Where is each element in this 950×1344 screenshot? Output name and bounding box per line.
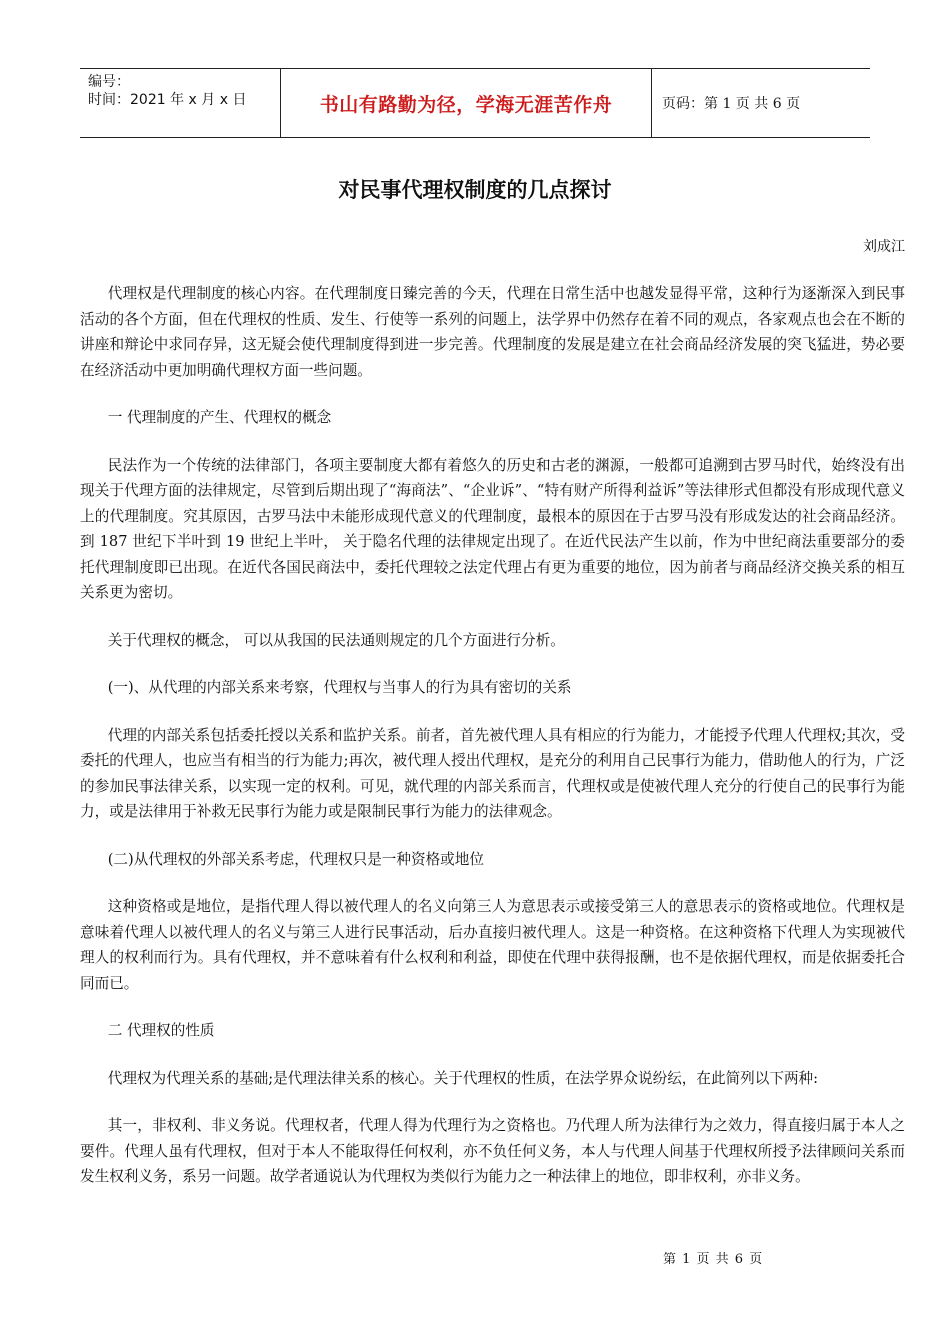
header-page-cell <box>652 69 870 137</box>
body-paragraph: 代理的内部关系包括委托授以关系和监护关系。前者，首先被代理人具有相应的行为能力，才能授予代理人代理权;其次，受委托的代理人，也应当有相当的行为能力;再次，被代理人授出代理权，是充分的利用自己民事行为能力，借助他人的行为，广泛的参加民事法律关系，以实现一定的权利。可见，就代理的内部关系而言，代理权或是使被代理人充分的行使自己的民事行为能力，或是法律用于补救无民事行为能力或是限制民事行为能力的法律观念。 <box>80 726 905 820</box>
header-info-cell <box>80 69 280 137</box>
header-motto-cell <box>280 69 652 137</box>
section-heading: 一 代理制度的产生、代理权的概念 <box>107 409 332 426</box>
body-paragraph: 这种资格或是地位，是指代理人得以被代理人的名义向第三人为意思表示或接受第三人的意思表示的资格或地位。代理权是意味着代理人以被代理人的名义与第三人进行民事活动，后办直接归被代理人。这是一种资格。在这种资格下代理人为实现被代理人的权利而行为。具有代理权，并不意味着有什么权利和利益，即使在代理中获得报酬，也不是依据代理权，而是依据委托合同而已。 <box>80 898 905 992</box>
body-paragraph: 代理权为代理关系的基础;是代理法律关系的核心。关于代理权的性质，在法学界众说纷纭，在此简列以下两种: <box>107 1069 819 1087</box>
document-body <box>80 281 905 1212</box>
document-time-label: 时间：2021 年 x 月 x 日 <box>88 92 247 108</box>
body-paragraph: 其一，非权利、非义务说。代理权者，代理人得为代理行为之资格也。乃代理人所为法律行为之效力，得直接归属于本人之要件。代理人虽有代理权，但对于本人不能取得任何权利，亦不负任何义务，本人与代理人间基于代理权所授予法律顾问关系而发生权利义务，系另一问题。故学者通说认为代理权为类似行为能力之一种法律上的地位，即非权利，亦非义务。 <box>80 1117 905 1185</box>
page-header <box>80 68 870 138</box>
subsection-heading: (一)、从代理的内部关系来考察，代理权与当事人的行为具有密切的关系 <box>107 679 572 696</box>
body-paragraph: 关于代理权的概念， 可以从我国的民法通则规定的几个方面进行分析。 <box>107 631 565 649</box>
body-paragraph: 民法作为一个传统的法律部门，各项主要制度大都有着悠久的历史和古老的渊源，一般都可追溯到古罗马时代，始终没有出现关于代理方面的法律规定，尽管到后期出现了“海商法”、“企业诉”、“特有财产所得利益诉”等法律形式但都没有形成现代意义上的代理制度。究其原因，古罗马法中未能形成现代意义的代理制度，最根本的原因在于古罗马没有形成发达的社会商品经济。到 187 世纪下半叶到 19 世纪上半叶， 关于隐名代理的法律规定出现了。在近代民法产生以前，作为中世纪商法重要部分的委托代理制度即已出现。在近代各国民商法中，委托代理较之法定代理占有更为重要的地位，因为前者与商品经济交换关系的相互关系更为密切。 <box>80 456 905 601</box>
document-title: 对民事代理权制度的几点探讨 <box>338 178 612 202</box>
header-motto: 书山有路勤为径，学海无涯苦作舟 <box>319 93 613 116</box>
page-footer: 第 1 页 共 6 页 <box>663 1252 764 1267</box>
body-paragraph: 代理权是代理制度的核心内容。在代理制度日臻完善的今天，代理在日常生活中也越发显得平常，这种行为逐渐深入到民事活动的各个方面，但在代理权的性质、发生、行使等一系列的问题上，法学界中仍然存在着不同的观点，各家观点也会在不断的讲座和辩论中求同存异，这无疑会使代理制度得到进一步完善。代理制度的发展是建立在社会商品经济发展的突飞猛进，势必要在经济活动中更加明确代理权方面一些问题。 <box>80 285 905 379</box>
subsection-heading: (二)从代理权的外部关系考虑，代理权只是一种资格或地位 <box>107 850 484 868</box>
section-heading: 二 代理权的性质 <box>107 1022 215 1039</box>
document-number-label: 编号： <box>88 74 130 90</box>
document-author: 刘成江 <box>863 239 905 255</box>
header-page-code: 页码：第 1 页 共 6 页 <box>662 96 801 112</box>
